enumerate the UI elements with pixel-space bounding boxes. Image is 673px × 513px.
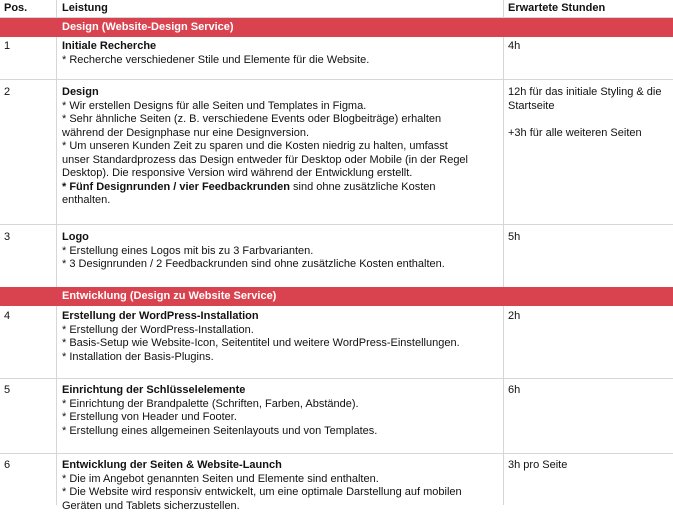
row-detail-bold: * Fünf Designrunden / vier Feedbackrunden <box>62 181 290 193</box>
row-detail-rest: sind ohne zusätzliche Kosten <box>290 181 436 193</box>
row-pos: 3 <box>4 231 10 245</box>
row-detail <box>62 181 468 195</box>
row-detail: * Sehr ähnliche Seiten (z. B. verschiedene Events oder Blogbeiträge) erhalten <box>62 113 468 127</box>
row-hours <box>508 86 661 140</box>
row-detail: * Basis-Setup wie Website-Icon, Seitentitel und weitere WordPress-Einstellungen. <box>62 337 460 351</box>
row-divider <box>0 453 673 454</box>
row-detail: * Recherche verschiedener Stile und Elemente für die Website. <box>62 54 369 68</box>
row-description <box>62 310 460 364</box>
row-hours: 6h <box>508 384 520 398</box>
row-detail: während der Designphase nur eine Designversion. <box>62 127 468 141</box>
row-pos: 1 <box>4 40 10 54</box>
row-hours: 2h <box>508 310 520 324</box>
row-description <box>62 86 468 208</box>
row-detail: unser Standardprozess das Design entweder für Desktop oder Mobile (in der Regel <box>62 154 468 168</box>
row-title: Erstellung der WordPress-Installation <box>62 310 460 324</box>
row-detail: * Wir erstellen Designs für alle Seiten und Templates in Figma. <box>62 100 468 114</box>
row-detail: * Die Website wird responsiv entwickelt, um eine optimale Darstellung auf mobilen <box>62 486 462 500</box>
row-detail: * Einrichtung der Brandpalette (Schriften, Farben, Abstände). <box>62 398 377 412</box>
header-stunden: Erwartete Stunden <box>508 2 605 16</box>
row-description <box>62 231 445 272</box>
row-title: Design <box>62 86 468 100</box>
row-detail: Geräten und Tablets sicherzustellen. <box>62 500 462 513</box>
row-title: Einrichtung der Schlüsselelemente <box>62 384 377 398</box>
row-pos: 4 <box>4 310 10 324</box>
row-detail: * Die im Angebot genannten Seiten und Elemente sind enthalten. <box>62 473 462 487</box>
row-hours: 4h <box>508 40 520 54</box>
row-hours-line: Startseite <box>508 100 661 114</box>
row-detail: * Erstellung der WordPress-Installation. <box>62 324 460 338</box>
row-pos: 6 <box>4 459 10 473</box>
row-title: Entwicklung der Seiten & Website-Launch <box>62 459 462 473</box>
row-detail: Desktop). Die responsive Version wird während der Entwicklung erstellt. <box>62 167 468 181</box>
row-divider <box>0 378 673 379</box>
row-hours: 3h pro Seite <box>508 459 567 473</box>
header-leistung: Leistung <box>62 2 108 16</box>
row-hours-line: +3h für alle weiteren Seiten <box>508 127 661 141</box>
row-pos: 5 <box>4 384 10 398</box>
row-description <box>62 40 369 67</box>
column-divider <box>503 0 504 505</box>
section-header-design <box>0 18 673 37</box>
row-hours-line: 12h für das initiale Styling & die <box>508 86 661 100</box>
row-title: Initiale Recherche <box>62 40 369 54</box>
row-pos: 2 <box>4 86 10 100</box>
row-description <box>62 384 377 438</box>
row-detail: * Um unseren Kunden Zeit zu sparen und die Kosten niedrig zu halten, umfasst <box>62 140 468 154</box>
row-hours: 5h <box>508 231 520 245</box>
row-title: Logo <box>62 231 445 245</box>
section-title: Design (Website-Design Service) <box>62 21 234 33</box>
row-divider <box>0 79 673 80</box>
row-detail: * 3 Designrunden / 2 Feedbackrunden sind ohne zusätzliche Kosten enthalten. <box>62 258 445 272</box>
section-header-entwicklung <box>0 287 673 306</box>
row-detail: * Installation der Basis-Plugins. <box>62 351 460 365</box>
section-title: Entwicklung (Design zu Website Service) <box>62 290 276 302</box>
column-divider <box>56 0 57 505</box>
row-divider <box>0 224 673 225</box>
row-detail: * Erstellung von Header und Footer. <box>62 411 377 425</box>
row-detail: * Erstellung eines allgemeinen Seitenlayouts und von Templates. <box>62 425 377 439</box>
row-detail: enthalten. <box>62 194 468 208</box>
header-pos: Pos. <box>4 2 27 16</box>
row-hours-line <box>508 113 661 127</box>
row-detail: * Erstellung eines Logos mit bis zu 3 Farbvarianten. <box>62 245 445 259</box>
